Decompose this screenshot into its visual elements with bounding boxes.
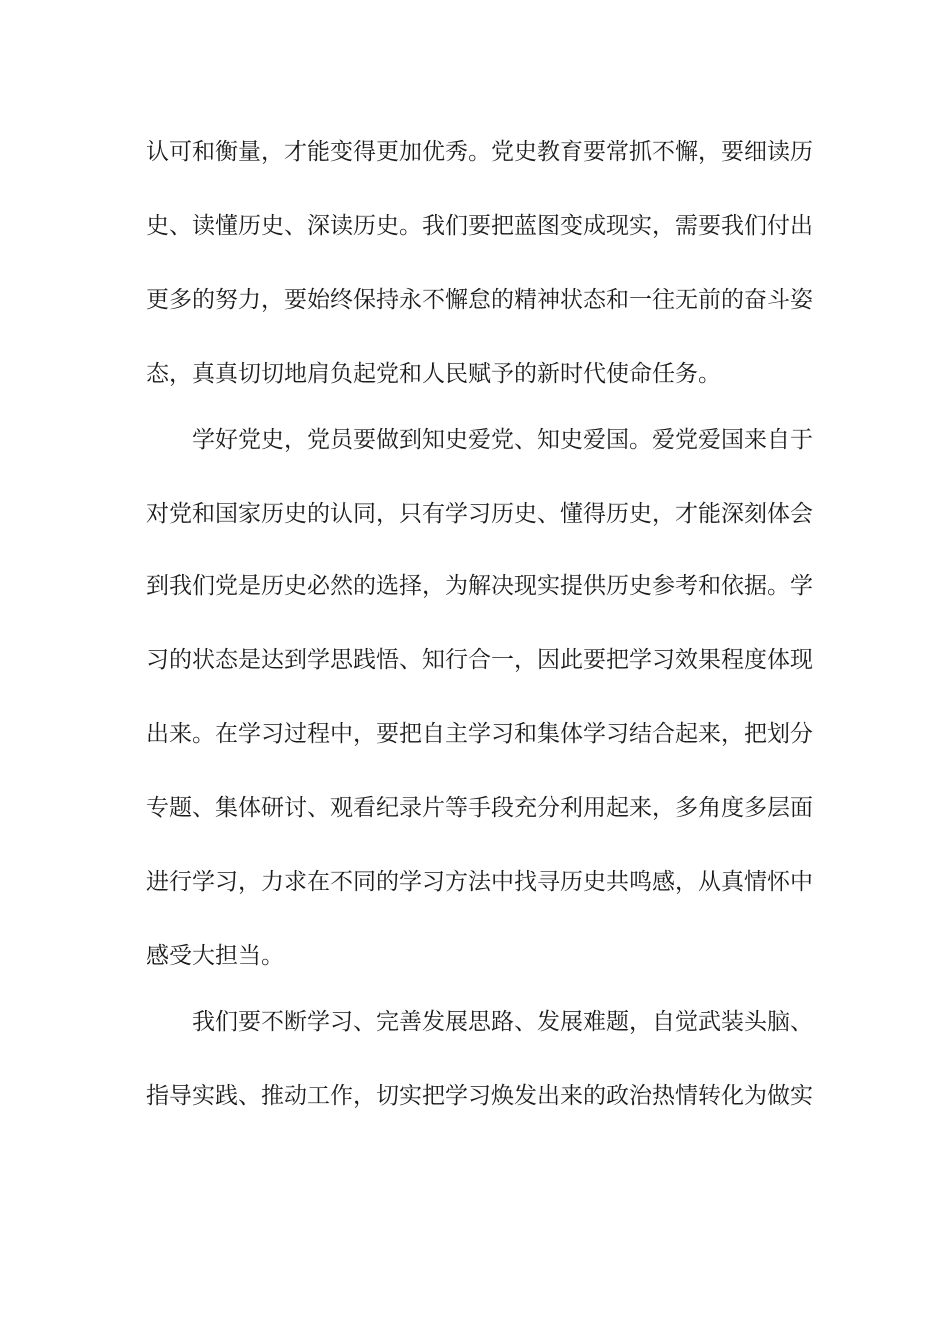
text-line-4: 态，真真切切地肩负起党和人民赋予的新时代使命任务。 <box>146 361 721 387</box>
text-line-2: 史、读懂历史、深读历史。我们要把蓝图变成现实，需要我们付出 <box>146 213 813 239</box>
text-line-1: 认可和衡量，才能变得更加优秀。党史教育要常抓不懈，要细读历 <box>146 139 813 165</box>
text-line-13: 我们要不断学习、完善发展思路、发展难题，自觉武装头脑、 <box>192 1009 813 1035</box>
text-line-9: 出来。在学习过程中，要把自主学习和集体学习结合起来，把划分 <box>146 721 813 747</box>
text-line-6: 对党和国家历史的认同，只有学习历史、懂得历史，才能深刻体会 <box>146 501 813 527</box>
text-line-11: 进行学习，力求在不同的学习方法中找寻历史共鸣感，从真情怀中 <box>146 869 813 895</box>
text-line-3: 更多的努力，要始终保持永不懈怠的精神状态和一往无前的奋斗姿 <box>146 287 813 313</box>
text-line-12: 感受大担当。 <box>146 943 284 969</box>
text-line-14: 指导实践、推动工作，切实把学习焕发出来的政治热情转化为做实 <box>146 1083 813 1109</box>
text-line-10: 专题、集体研讨、观看纪录片等手段充分利用起来，多角度多层面 <box>146 795 813 821</box>
text-line-8: 习的状态是达到学思践悟、知行合一，因此要把学习效果程度体现 <box>146 647 813 673</box>
text-line-7: 到我们党是历史必然的选择，为解决现实提供历史参考和依据。学 <box>146 573 813 599</box>
text-line-5: 学好党史，党员要做到知史爱党、知史爱国。爱党爱国来自于 <box>192 427 813 453</box>
